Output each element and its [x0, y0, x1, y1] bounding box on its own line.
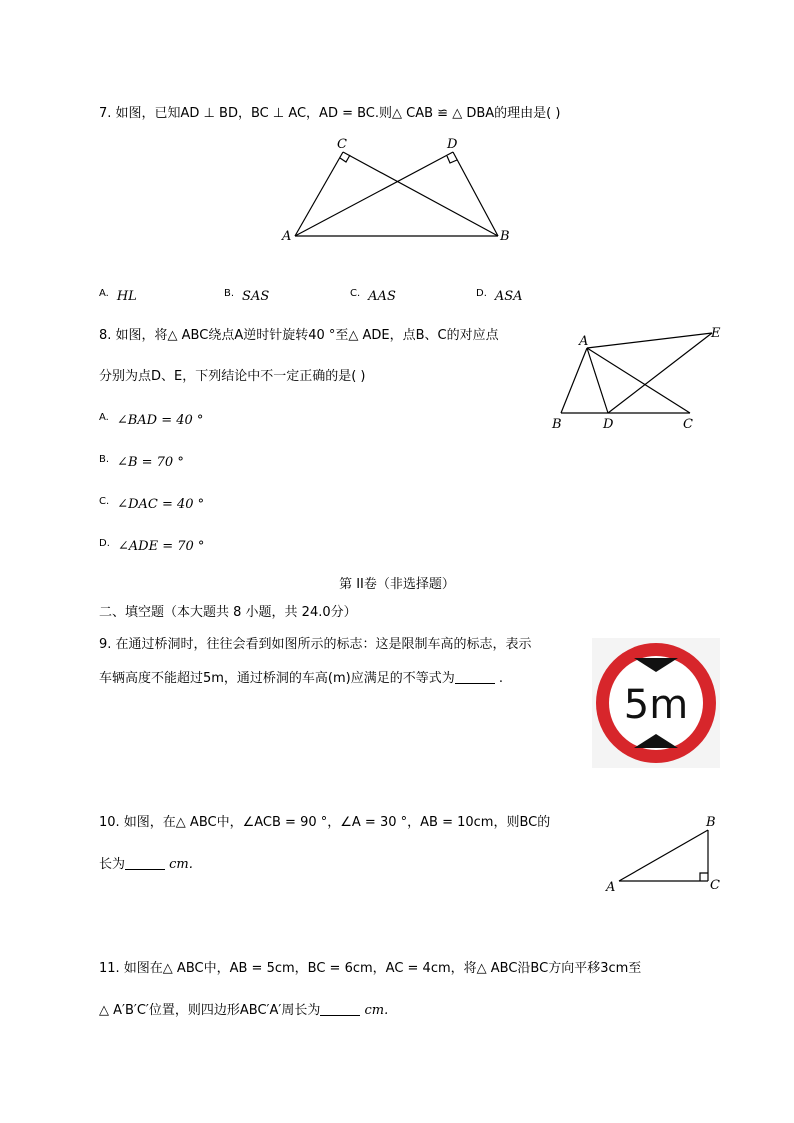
q10-line1: 10. 如图，在△ ABC中，∠ACB = 90 °，∠A = 30 °，AB = 10cm，则BC的 — [99, 815, 551, 830]
q9-answer-blank[interactable] — [455, 671, 495, 684]
q7-option-d[interactable]: $^{D.}$ ASA — [476, 288, 523, 304]
q8-stem-line2: 分别为点D、E，下列结论中不一定正确的是( ) — [99, 369, 366, 384]
q8-option-d[interactable]: $^{D.}$ ∠ADE = 70 ° — [99, 538, 205, 554]
q8-option-b[interactable]: $^{B.}$ ∠B = 70 ° — [99, 454, 184, 470]
q11-line1: 11. 如图在△ ABC中，AB = 5cm，BC = 6cm，AC = 4cm，将△ ABC沿BC方向平移3cm至 — [99, 961, 642, 976]
q10-line2: 长为 cm. — [99, 857, 193, 872]
q9-line2: 车辆高度不能超过5m，通过桥洞的车高(m)应满足的不等式为 . — [99, 671, 504, 686]
q11-answer-blank[interactable] — [320, 1003, 360, 1016]
q10-label-c: C — [710, 878, 720, 893]
height-limit-sign — [592, 638, 720, 768]
q10-answer-blank[interactable] — [125, 857, 165, 870]
q11-line2: △ A′B′C′位置，则四边形ABC′A′周长为 cm. — [99, 1003, 389, 1018]
q7-figure — [280, 132, 520, 247]
q10-label-b: B — [706, 815, 716, 830]
q8-label-c: C — [683, 417, 693, 432]
q10-label-a: A — [606, 880, 616, 895]
q8-option-a[interactable]: $^{A.}$ ∠BAD = 40 ° — [99, 412, 204, 428]
q7-stem: 7. 如图，已知AD ⊥ BD，BC ⊥ AC，AD = BC.则△ CAB ≌ △ DBA的理由是( ) — [99, 106, 561, 121]
q9-line1: 9. 在通过桥洞时，往往会看到如图所示的标志：这是限制车高的标志，表示 — [99, 637, 532, 652]
q7-label-c: C — [337, 137, 347, 152]
q8-label-e: E — [711, 326, 721, 341]
q10-figure — [600, 810, 730, 895]
sign-text: 5m — [623, 682, 689, 728]
q7-option-b[interactable]: $^{B.}$ SAS — [224, 288, 270, 304]
q8-figure — [545, 320, 730, 435]
q8-label-b: B — [552, 417, 562, 432]
q7-label-d: D — [447, 137, 458, 152]
q7-label-b: B — [500, 229, 510, 244]
q7-label-a: A — [282, 229, 292, 244]
q8-label-d: D — [603, 417, 614, 432]
q7-option-a[interactable]: $^{A.}$ HL — [99, 288, 137, 304]
section2-heading: 二、填空题（本大题共 8 小题，共 24.0分） — [99, 605, 357, 620]
section-title: 第 II卷（非选择题） — [339, 577, 455, 592]
q8-stem-line1: 8. 如图，将△ ABC绕点A逆时针旋转40 °至△ ADE，点B、C的对应点 — [99, 328, 499, 343]
q8-label-a: A — [579, 334, 589, 349]
q8-option-c[interactable]: $^{C.}$ ∠DAC = 40 ° — [99, 496, 205, 512]
q7-option-c[interactable]: $^{C.}$ AAS — [350, 288, 396, 304]
